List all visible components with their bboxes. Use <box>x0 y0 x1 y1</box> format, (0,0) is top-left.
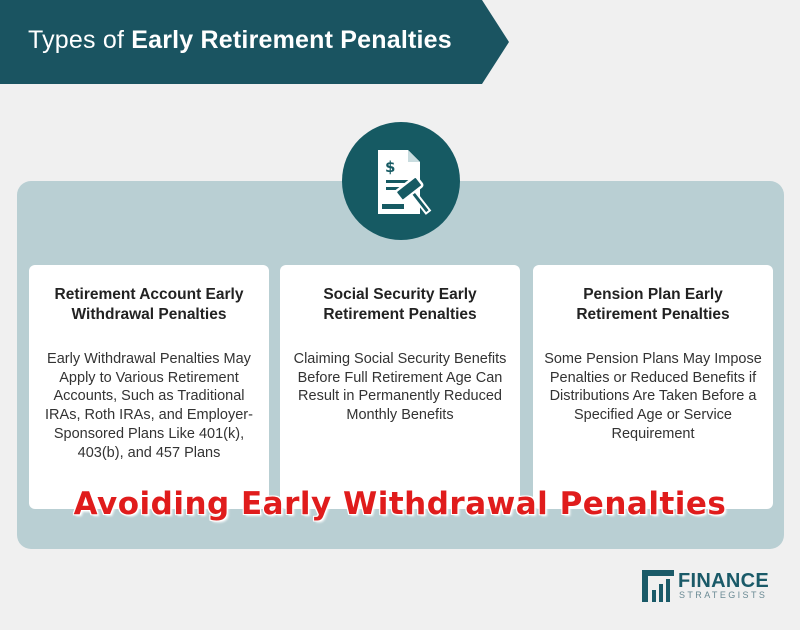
overlay-caption: Avoiding Early Withdrawal Penalties <box>73 486 727 522</box>
header-banner <box>0 0 510 84</box>
card-title: Retirement Account Early Withdrawal Penalties <box>54 286 244 323</box>
card-pension-plan <box>533 265 773 509</box>
page-title <box>28 26 452 55</box>
document-with-gavel-icon <box>342 122 460 240</box>
logo-mark-icon <box>640 568 676 604</box>
finance-strategists-logo <box>640 568 770 604</box>
card-body: Early Withdrawal Penalties May Apply to Various Retirement Accounts, Such as Traditional IRAs, Roth IRAs, and Employer-Sponsored Plans Like 401(k), 403(b), and 457 Plans <box>45 351 253 461</box>
title-bold: Early Retirement Penalties <box>131 26 452 54</box>
card-social-security <box>280 265 520 509</box>
svg-text:$: $ <box>385 158 396 176</box>
logo-name: FINANCE <box>678 570 769 592</box>
card-body: Some Pension Plans May Impose Penalties or Reduced Benefits if Distributions Are Taken Before a Specified Age or Service Requirement <box>544 351 762 442</box>
card-body: Claiming Social Security Benefits Before Full Retirement Age Can Result in Permanently Reduced Monthly Benefits <box>293 351 507 424</box>
card-retirement-account <box>29 265 269 509</box>
card-title: Pension Plan Early Retirement Penalties <box>576 286 730 323</box>
card-title: Social Security Early Retirement Penalties <box>323 286 477 323</box>
title-prefix: Types of <box>28 26 132 54</box>
logo-subtitle: STRATEGISTS <box>679 590 768 600</box>
